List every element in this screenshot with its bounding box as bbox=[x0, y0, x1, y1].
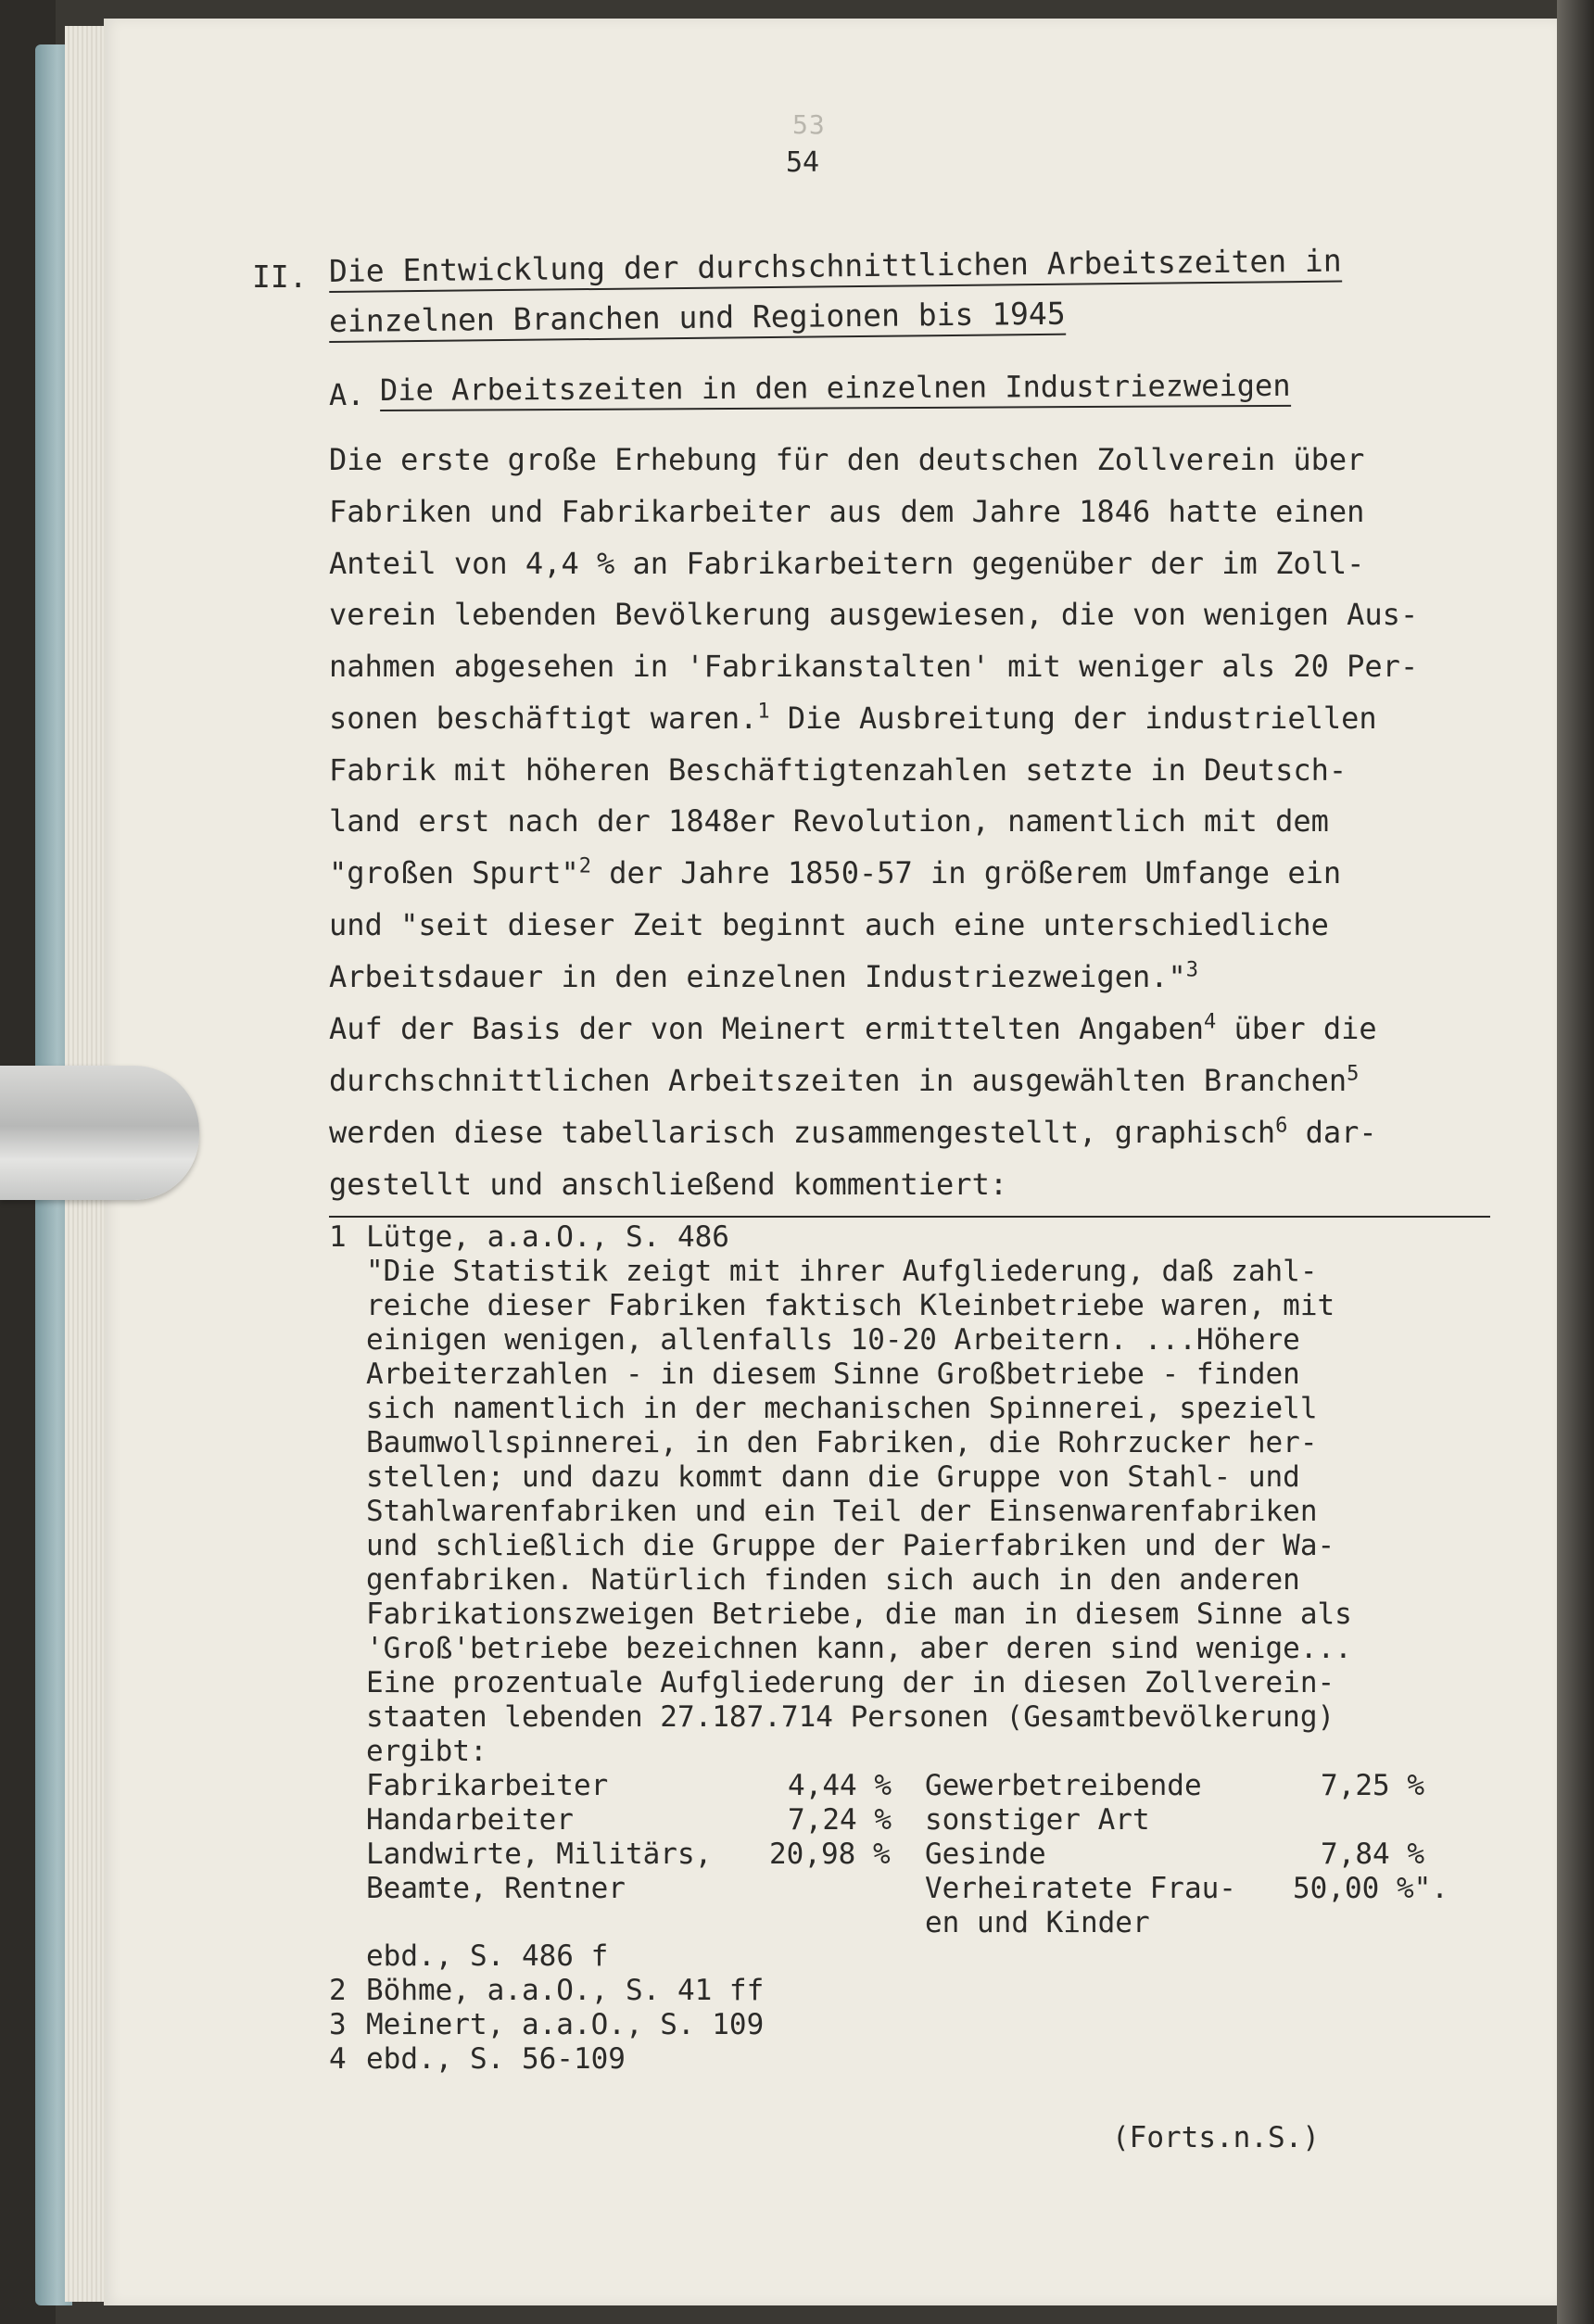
body-line: werden diese tabellarisch zusammengestellt, graphisch$^6$ dar- bbox=[329, 1114, 1377, 1150]
footnote-text: ebd., S. 56-109 bbox=[366, 2042, 626, 2076]
footnote-quote-line: Arbeiterzahlen - in diesem Sinne Großbetriebe - finden bbox=[366, 1358, 1300, 1391]
footnote-number: 3 bbox=[329, 2008, 347, 2041]
body-line: gestellt und anschließend kommentiert: bbox=[329, 1167, 1008, 1202]
table-label: Gesinde bbox=[925, 1838, 1046, 1871]
footnote-text: Meinert, a.a.O., S. 109 bbox=[366, 2008, 765, 2041]
table-value: 7,84 % bbox=[1321, 1838, 1424, 1871]
footnote-ref: 3 bbox=[1185, 958, 1198, 982]
footnote-quote-line: genfabriken. Natürlich finden sich auch in den anderen bbox=[366, 1563, 1300, 1597]
table-label: Landwirte, Militärs, bbox=[366, 1838, 713, 1871]
table-value: 7,25 % bbox=[1321, 1769, 1424, 1802]
footnote-quote-line: ergibt: bbox=[366, 1735, 487, 1768]
section-title: Die Arbeitszeiten in den einzelnen Industriezweigen bbox=[380, 371, 1291, 405]
footnote-ref: 5 bbox=[1347, 1062, 1360, 1086]
footnote-source: Lütge, a.a.O., S. 486 bbox=[366, 1220, 729, 1254]
body-line: Die erste große Erhebung für den deutschen Zollverein über bbox=[329, 442, 1365, 477]
footnote-quote-line: Baumwollspinnerei, in den Fabriken, die Rohrzucker her- bbox=[366, 1426, 1318, 1459]
bleed-through-page-number: 53 bbox=[792, 109, 826, 140]
chapter-numeral: II. bbox=[252, 259, 308, 295]
body-line: "großen Spurt"$^2$ der Jahre 1850-57 in größerem Umfange ein bbox=[329, 854, 1342, 890]
body-line: nahmen abgesehen in 'Fabrikanstalten' mit weniger als 20 Per- bbox=[329, 649, 1419, 684]
body-line: und "seit dieser Zeit beginnt auch eine unterschiedliche bbox=[329, 907, 1329, 942]
page-marker-clip bbox=[0, 1066, 199, 1200]
table-value: 7,24 % bbox=[788, 1803, 892, 1837]
body-line: verein lebenden Bevölkerung ausgewiesen, die von wenigen Aus- bbox=[329, 597, 1419, 632]
body-line: Fabrik mit höheren Beschäftigtenzahlen setzte in Deutsch- bbox=[329, 752, 1347, 788]
footnote-ref: 4 bbox=[1204, 1010, 1217, 1034]
footnote-quote-line: Stahlwarenfabriken und ein Teil der Einsenwarenfabriken bbox=[366, 1495, 1318, 1528]
footnote-number: 1 bbox=[329, 1220, 347, 1254]
footnote-number: 2 bbox=[329, 1974, 347, 2007]
footnote-ebd: ebd., S. 486 f bbox=[366, 1939, 609, 1973]
footnote-quote-line: Eine prozentuale Aufgliederung der in diesen Zollverein- bbox=[366, 1666, 1335, 1699]
footnote-ref: 2 bbox=[578, 854, 591, 878]
body-line: Auf der Basis der von Meinert ermittelten Angaben$^4$ über die bbox=[329, 1010, 1377, 1046]
footnote-text: Böhme, a.a.O., S. 41 ff bbox=[366, 1974, 765, 2007]
body-line: durchschnittlichen Arbeitszeiten in ausgewählten Branchen$^5$ bbox=[329, 1062, 1360, 1098]
table-value: 4,44 % bbox=[788, 1769, 892, 1802]
footnote-ref: 6 bbox=[1275, 1114, 1288, 1138]
footnote-quote-line: "Die Statistik zeigt mit ihrer Aufgliederung, daß zahl- bbox=[366, 1255, 1318, 1288]
chapter-title-line1: Die Entwicklung der durchschnittlichen Arbeitszeiten in bbox=[329, 246, 1342, 286]
footnote-quote-line: stellen; und dazu kommt dann die Gruppe von Stahl- und bbox=[366, 1460, 1300, 1494]
footnote-ref: 1 bbox=[757, 700, 770, 724]
section-letter: A. bbox=[329, 377, 365, 412]
footnote-quote-line: einigen wenigen, allenfalls 10-20 Arbeitern. ...Höhere bbox=[366, 1323, 1300, 1357]
book-page bbox=[104, 19, 1557, 2305]
footnote-quote-line: 'Groß'betriebe bezeichnen kann, aber deren sind wenige... bbox=[366, 1632, 1352, 1665]
table-label: sonstiger Art bbox=[925, 1803, 1150, 1837]
table-value: 20,98 % bbox=[769, 1838, 891, 1871]
page-gutter-shadow bbox=[1557, 0, 1594, 2324]
body-line: Anteil von 4,4 % an Fabrikarbeitern gegenüber der im Zoll- bbox=[329, 546, 1365, 581]
page-number: 54 bbox=[786, 146, 820, 179]
footnote-quote-line: sich namentlich in der mechanischen Spinnerei, speziell bbox=[366, 1392, 1318, 1425]
continuation-note: (Forts.n.S.) bbox=[1112, 2121, 1320, 2154]
body-line: Arbeitsdauer in den einzelnen Industriezweigen."$^3$ bbox=[329, 958, 1198, 994]
table-label: en und Kinder bbox=[925, 1906, 1150, 1939]
table-label: Verheiratete Frau- bbox=[925, 1872, 1236, 1905]
footnote-rule bbox=[329, 1216, 1490, 1218]
body-line: land erst nach der 1848er Revolution, namentlich mit dem bbox=[329, 803, 1329, 839]
footnote-number: 4 bbox=[329, 2042, 347, 2076]
chapter-title-line2: einzelnen Branchen und Regionen bis 1945 bbox=[329, 298, 1066, 336]
body-line: sonen beschäftigt waren.$^1$ Die Ausbreitung der industriellen bbox=[329, 700, 1377, 736]
footnote-quote-line: reiche dieser Fabriken faktisch Kleinbetriebe waren, mit bbox=[366, 1289, 1335, 1322]
table-label: Fabrikarbeiter bbox=[366, 1769, 609, 1802]
table-label: Beamte, Rentner bbox=[366, 1872, 626, 1905]
body-line: Fabriken und Fabrikarbeiter aus dem Jahre 1846 hatte einen bbox=[329, 494, 1365, 529]
table-value: 50,00 %". bbox=[1293, 1872, 1449, 1905]
table-label: Handarbeiter bbox=[366, 1803, 574, 1837]
table-label: Gewerbetreibende bbox=[925, 1769, 1202, 1802]
footnote-quote-line: staaten lebenden 27.187.714 Personen (Gesamtbevölkerung) bbox=[366, 1700, 1335, 1734]
footnote-quote-line: Fabrikationszweigen Betriebe, die man in diesem Sinne als bbox=[366, 1598, 1352, 1631]
footnote-quote-line: und schließlich die Gruppe der Paierfabriken und der Wa- bbox=[366, 1529, 1335, 1562]
